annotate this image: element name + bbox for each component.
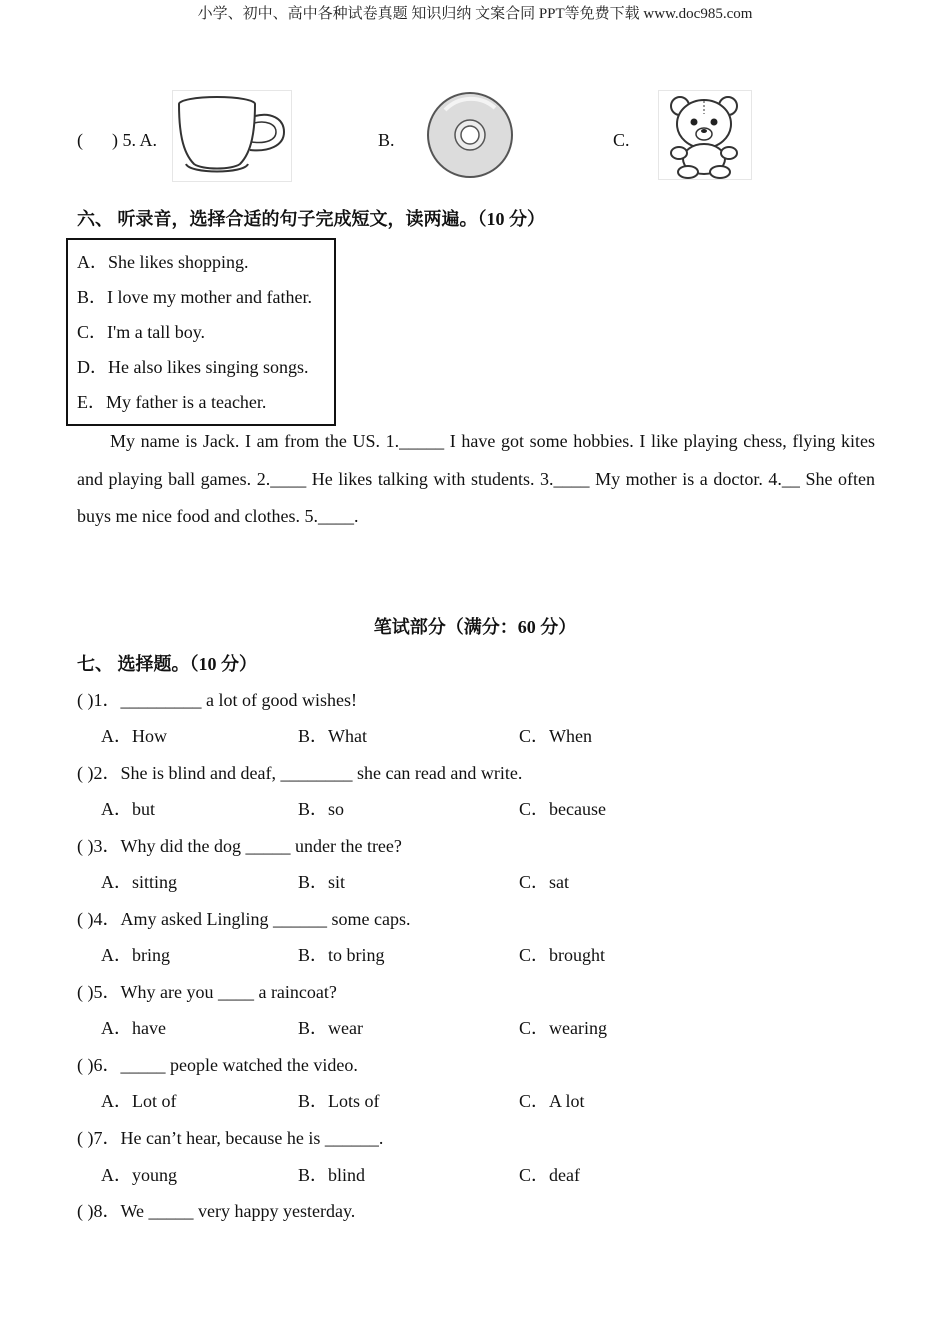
question-2-stem: ( )2．She is blind and deaf, ________ she can read and write. [77,763,523,783]
cd-picture [425,90,517,182]
question-5-option-b: B．wear [298,1018,363,1038]
q5-option-b-label: B. [378,130,395,150]
question-7-option-b: B．blind [298,1165,366,1185]
q5-paren-open: ( [77,130,83,150]
question-5-stem: ( )5．Why are you ____ a raincoat? [77,982,337,1002]
question-1-stem: ( )1．_________ a lot of good wishes! [77,690,357,710]
page-header: 小学、初中、高中各种试卷真题 知识归纳 文案合同 PPT等免费下载 www.doc985.com [197,6,753,22]
question-4-stem: ( )4．Amy asked Lingling ______ some caps. [77,909,411,929]
question-4-option-b: B．to bring [298,945,385,965]
question-6-stem: ( )6．_____ people watched the video. [77,1055,358,1075]
written-part-title: 笔试部分（满分：60 分） [373,617,577,637]
option-b: B．I love my mother and father. [77,287,312,307]
question-3-option-b: B．sit [298,872,346,892]
question-3-option-a: A．sitting [101,872,178,892]
option-a: A．She likes shopping. [77,252,249,272]
question-4-option-a: A．bring [101,945,170,965]
question-7-option-c: C．deaf [519,1165,580,1185]
question-2-option-b: B．so [298,799,345,819]
question-2-option-a: A．but [101,799,155,819]
question-1-option-c: C．When [519,726,592,746]
option-e: E．My father is a teacher. [77,392,267,412]
q5-label: ) 5. A. [112,130,157,150]
question-7-stem: ( )7．He can’t hear, because he is ______. [77,1128,384,1148]
question-1-option-a: A．How [101,726,167,746]
passage: My name is Jack. I am from the US. 1._____ I have got some hobbies. I like playing chess, flying kites and playing ball games. 2.____ He likes talking with students. 3.____ My mother is a doctor. 4.__ She often buys me nice food and clothes. 5.____. [77,431,875,526]
question-1-option-b: B．What [298,726,367,746]
question-8-stem: ( )8．We _____ very happy yesterday. [77,1201,356,1221]
option-d: D．He also likes singing songs. [77,357,309,377]
option-c: C．I'm a tall boy. [77,322,206,342]
question-7-option-a: A．young [101,1165,177,1185]
question-3-stem: ( )3．Why did the dog _____ under the tree? [77,836,402,856]
q5-option-c-label: C. [613,130,630,150]
question-5-option-a: A．have [101,1018,166,1038]
question-6-option-c: C．A lot [519,1091,585,1111]
teddy-bear-picture [658,90,752,180]
cup-picture [172,90,292,182]
question-4-option-c: C．brought [519,945,606,965]
question-3-option-c: C．sat [519,872,570,892]
question-5-option-c: C．wearing [519,1018,607,1038]
section-6-title: 六、 听录音，选择合适的句子完成短文，读两遍。（10 分） [77,209,545,229]
question-6-option-a: A．Lot of [101,1091,177,1111]
question-2-option-c: C．because [519,799,606,819]
question-6-option-b: B．Lots of [298,1091,380,1111]
section-7-title: 七、 选择题。（10 分） [77,654,257,674]
